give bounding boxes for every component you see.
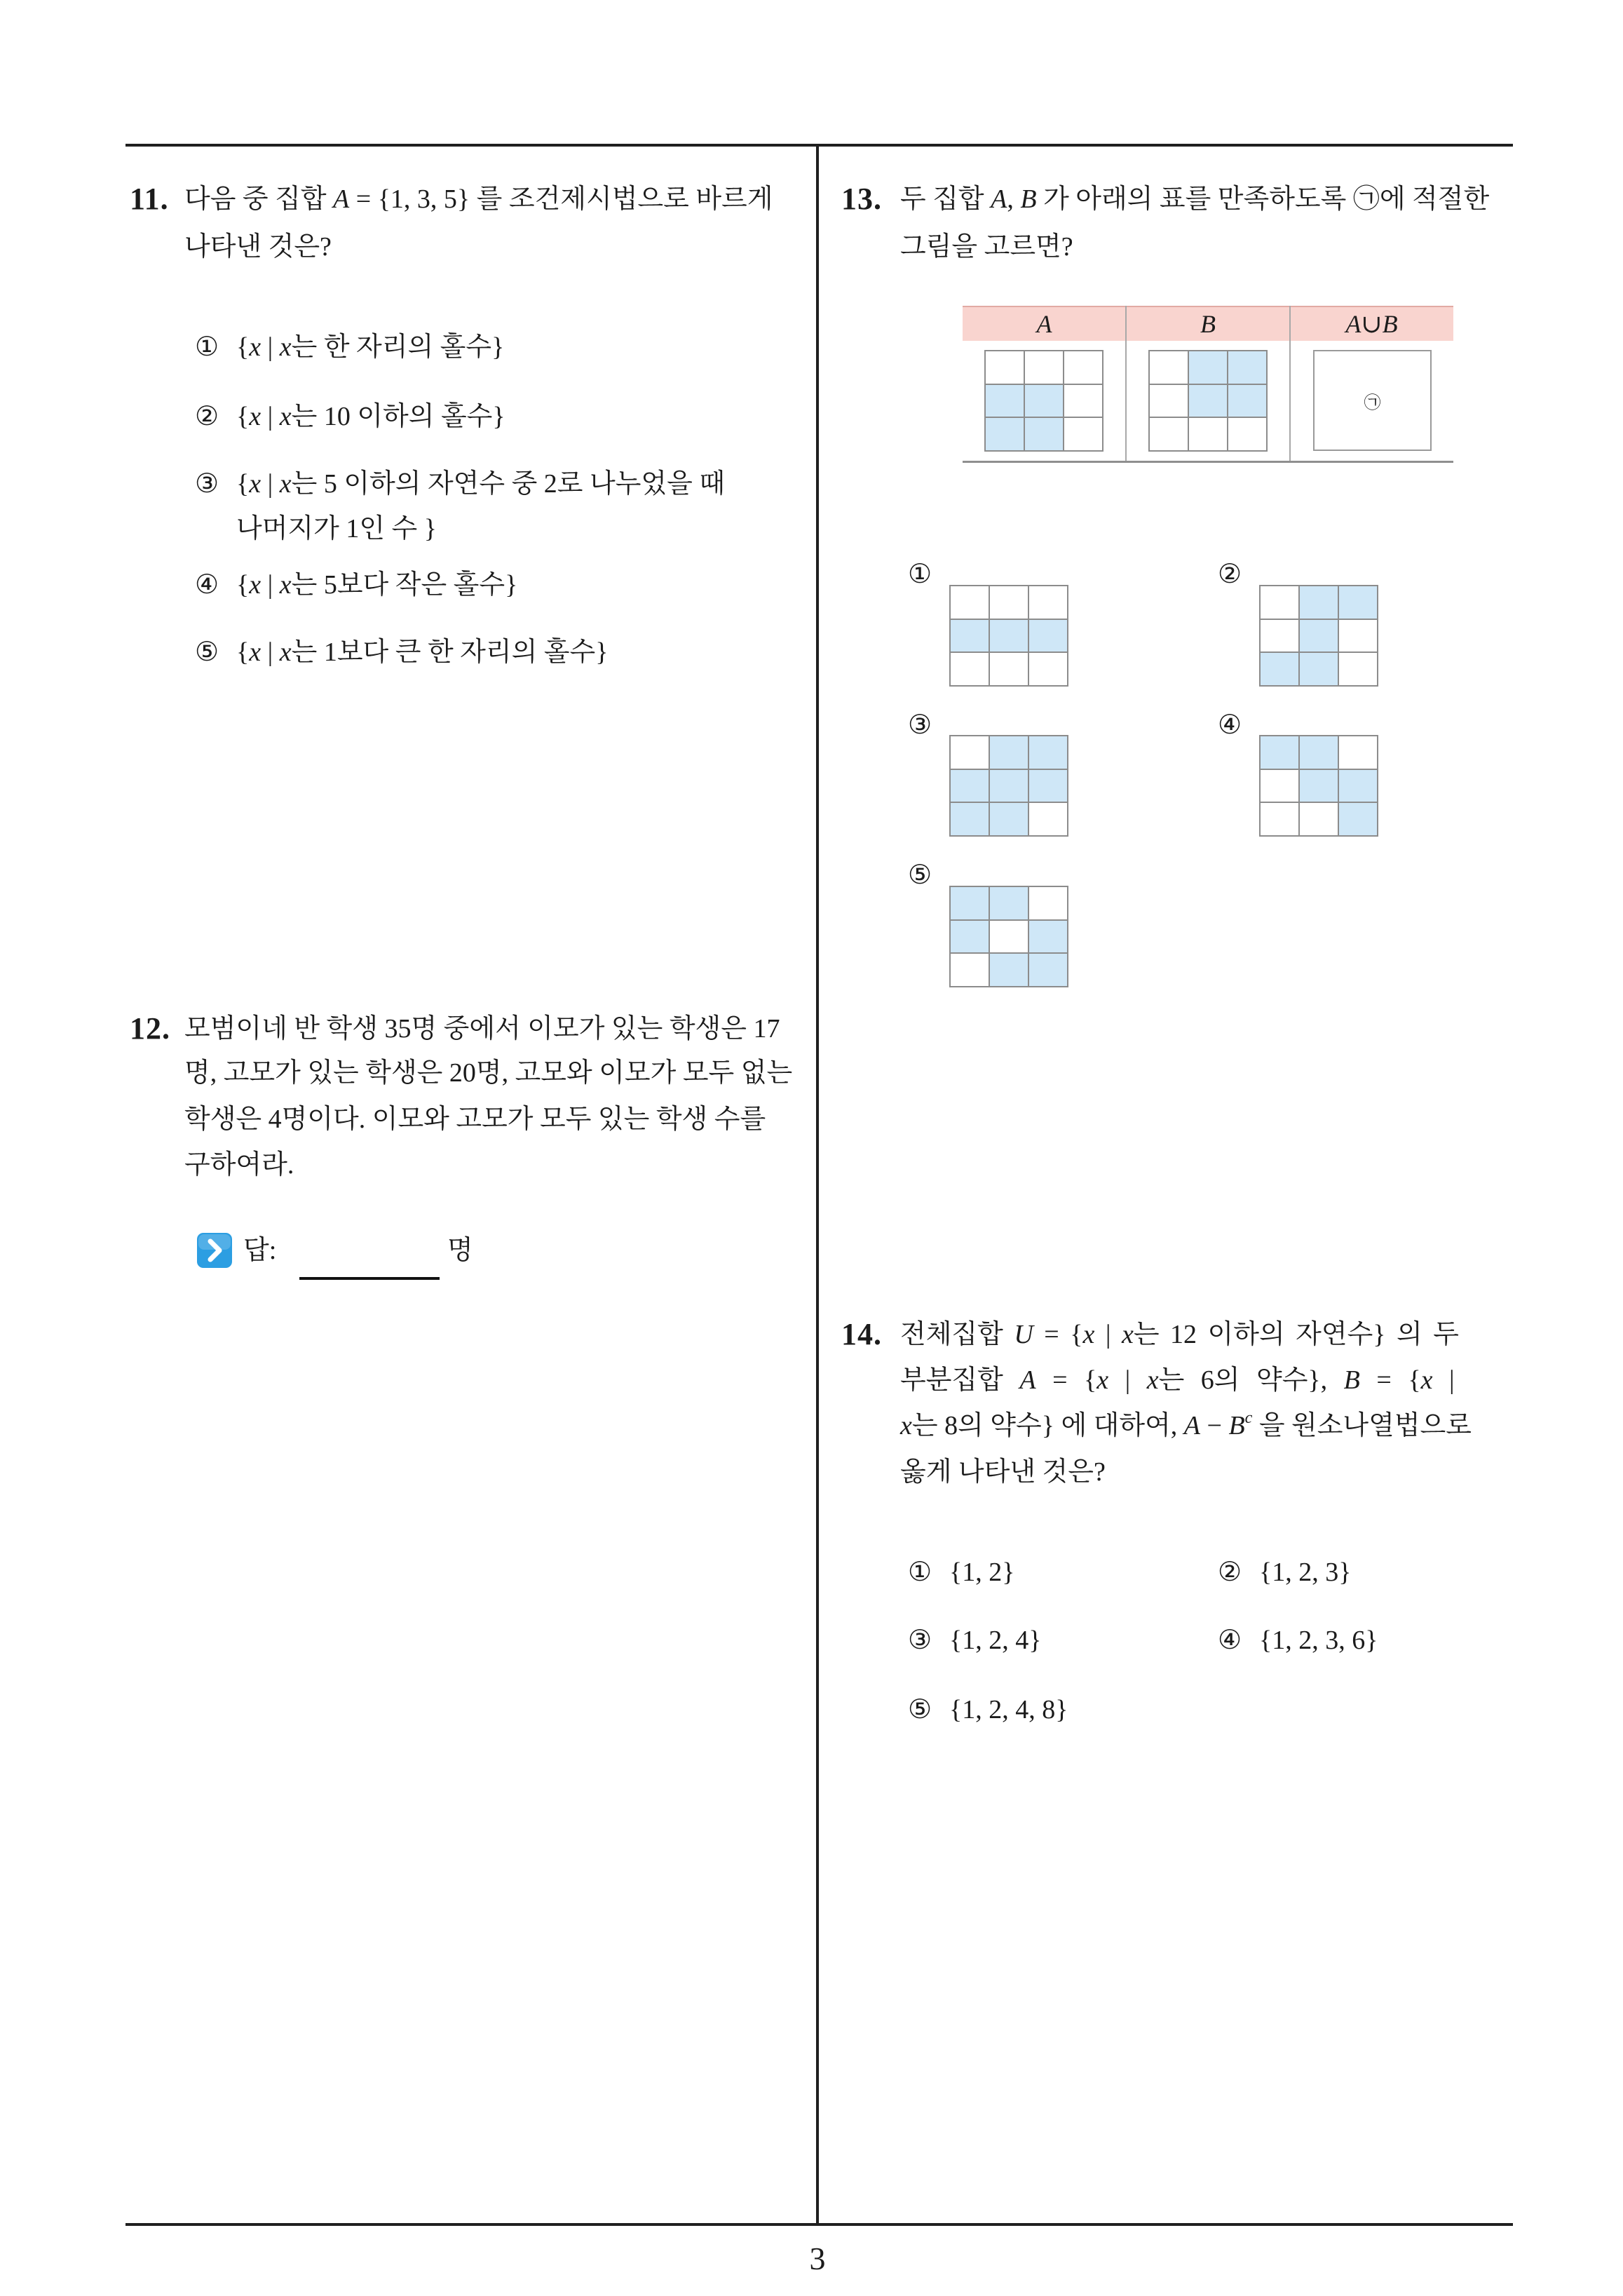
math-var: B: [1020, 184, 1037, 214]
math-var: x: [1096, 1365, 1109, 1395]
option-label: ①: [195, 332, 219, 362]
stem-text: 부분집합: [900, 1365, 1020, 1395]
math-var: x: [279, 332, 292, 362]
math-var: x: [249, 402, 262, 431]
q14-option-3: [908, 1618, 1041, 1663]
union-blank-box: [1313, 350, 1432, 451]
grid-cell: [1025, 351, 1064, 385]
grid-cell: [1150, 351, 1189, 385]
option-text: 는 1보다 큰 한 자리의 홀수}: [291, 637, 609, 667]
q14-option-4: [1218, 1618, 1378, 1663]
q14-option-1: [908, 1550, 1014, 1595]
grid-cell-shaded: [990, 620, 1029, 654]
grid-cell: [1339, 653, 1378, 687]
math-var: A: [991, 184, 1007, 214]
q11-option-5: [195, 630, 608, 675]
grid-cell: [1064, 418, 1103, 452]
math-var: A: [333, 184, 350, 214]
stem-text: = {: [1035, 1365, 1097, 1395]
math-var: B: [1228, 1411, 1245, 1440]
option-label: ③: [195, 469, 219, 499]
answer-marker: [196, 1232, 233, 1269]
grid-cell-shaded: [1025, 418, 1064, 452]
grid-cell-shaded: [1189, 385, 1228, 419]
option-text: 는 5보다 작은 홀수}: [291, 570, 518, 600]
stem-text: 전체집합: [900, 1320, 1014, 1349]
q11-stem-line: [184, 177, 773, 222]
page-number: 3: [809, 2241, 826, 2276]
grid-cell-shaded: [990, 887, 1029, 921]
stem-text: 다음 중 집합: [184, 184, 334, 214]
stem-text: = {1, 3, 5} 를 조건제시법으로 바르게: [349, 184, 773, 214]
math-var: x: [1082, 1320, 1095, 1349]
option-label: ③: [908, 1626, 932, 1655]
grid-cell-shaded: [1300, 736, 1339, 770]
option-text: |: [261, 402, 280, 431]
complement-superscript: c: [1244, 1409, 1253, 1427]
option-label: ⑤: [908, 1695, 932, 1724]
grid-cell-shaded: [1300, 586, 1339, 620]
math-var: A: [1183, 1411, 1200, 1440]
q13-number: 13.: [841, 182, 882, 216]
grid-cell: [1029, 653, 1068, 687]
grid-cell-shaded: [951, 803, 990, 837]
option-text: |: [261, 570, 280, 600]
math-var: x: [249, 332, 262, 362]
stem-text: 두 집합: [900, 184, 991, 214]
grid-cell-shaded: [1339, 586, 1378, 620]
grid-cell-shaded: [1300, 770, 1339, 804]
grid-cell: [1029, 803, 1068, 837]
stem-text: = {: [1359, 1365, 1421, 1395]
grid-cell: [1339, 620, 1378, 654]
grid-cell-shaded: [1029, 736, 1068, 770]
option-text: {1, 2, 4}: [949, 1626, 1042, 1655]
option-text: {: [236, 637, 250, 667]
option-label: ④: [195, 570, 219, 600]
stem-text: −: [1200, 1411, 1229, 1440]
math-var: x: [1420, 1365, 1433, 1395]
column-divider: [816, 144, 819, 2226]
q12-stem-line: 구하여라.: [184, 1150, 294, 1180]
q12-stem-line: 학생은 4명이다. 이모와 고모가 모두 있는 학생 수를: [184, 1105, 766, 1134]
q13-option-1-label: ①: [908, 560, 932, 589]
q14-number: 14.: [841, 1317, 882, 1351]
stem-text: 가 아래의 표를 만족하도록 ㉠에 적절한: [1036, 184, 1490, 214]
math-var: x: [249, 570, 262, 600]
q13-stem-line: [900, 224, 1073, 269]
q11-option-3: [195, 461, 725, 506]
q13-option-5-label: ⑤: [908, 860, 932, 890]
stem-text: 는 6의 약수},: [1158, 1365, 1344, 1395]
q14-stem-line: [900, 1312, 1459, 1357]
grid-cell: [1261, 803, 1300, 837]
grid-cell-shaded: [951, 770, 990, 804]
grid-cell: [1261, 770, 1300, 804]
table-column-divider: [1125, 306, 1127, 462]
math-var: B: [1343, 1365, 1360, 1395]
header-a: A: [1036, 310, 1052, 338]
grid-cell: [951, 653, 990, 687]
option-text: {1, 2}: [949, 1558, 1015, 1587]
stem-text: ,: [1007, 184, 1021, 214]
q11-number: 11.: [130, 182, 169, 216]
grid-cell-shaded: [1339, 770, 1378, 804]
option-text: {1, 2, 4, 8}: [949, 1695, 1068, 1724]
grid-cell-shaded: [951, 887, 990, 921]
grid-cell: [951, 954, 990, 987]
math-var: A: [1019, 1365, 1036, 1395]
answer-blank: [299, 1277, 440, 1280]
grid-cell-shaded: [951, 620, 990, 654]
grid-cell-shaded: [1261, 736, 1300, 770]
grid-cell-shaded: [1300, 653, 1339, 687]
grid-cell: [1150, 418, 1189, 452]
grid-cell-shaded: [1339, 803, 1378, 837]
q13-option-2-label: ②: [1218, 560, 1242, 589]
q13-stem-line: [900, 177, 1489, 222]
grid-cell: [1261, 586, 1300, 620]
table-column-divider: [1289, 306, 1291, 462]
math-var: x: [1146, 1365, 1159, 1395]
math-var: x: [279, 637, 292, 667]
q14-stem-line: [900, 1450, 1106, 1494]
grid-cell-shaded: [986, 385, 1025, 419]
option-text: 는 5 이하의 자연수 중 2로 나누었을 때: [291, 469, 726, 499]
math-var: x: [900, 1411, 912, 1440]
grid-cell-shaded: [1025, 385, 1064, 419]
q13-option-3-grid: [949, 735, 1068, 837]
math-var: x: [279, 469, 292, 499]
q11-stem-line: [184, 224, 332, 269]
grid-cell: [1150, 385, 1189, 419]
q14-option-5: [908, 1687, 1068, 1732]
math-var: x: [279, 570, 292, 600]
math-var: x: [279, 402, 292, 431]
grid-cell: [990, 921, 1029, 954]
option-text: {: [236, 570, 250, 600]
grid-cell: [1228, 418, 1268, 452]
q14-option-2: [1218, 1550, 1351, 1595]
grid-cell: [1300, 803, 1339, 837]
grid-cell-shaded: [1228, 385, 1268, 419]
option-text: 는 한 자리의 홀수}: [291, 332, 505, 362]
option-text: |: [261, 469, 280, 499]
stem-text: 나타낸 것은?: [184, 232, 332, 262]
q12-number: 12.: [130, 1011, 170, 1046]
grid-cell-shaded: [986, 418, 1025, 452]
grid-cell: [990, 653, 1029, 687]
q14-stem-line: [900, 1403, 1472, 1448]
q13-option-4-grid: [1259, 735, 1378, 837]
option-text: {: [236, 332, 250, 362]
stem-text: = {: [1033, 1320, 1083, 1349]
stem-text: 옳게 나타낸 것은?: [900, 1457, 1106, 1487]
grid-cell-shaded: [1029, 620, 1068, 654]
grid-cell: [1189, 418, 1228, 452]
q13-option-1-grid: [949, 585, 1068, 687]
option-label: ④: [1218, 1626, 1242, 1655]
option-label: ①: [908, 1558, 932, 1587]
option-text: {: [236, 469, 250, 499]
option-text: |: [261, 332, 280, 362]
grid-cell-shaded: [990, 954, 1029, 987]
q11-option-4: [195, 562, 517, 607]
grid-cell-shaded: [990, 803, 1029, 837]
answer-unit: 명: [447, 1236, 473, 1265]
q13-option-3-label: ③: [908, 710, 932, 740]
stem-text: |: [1432, 1365, 1455, 1395]
q11-option-1: [195, 325, 504, 370]
top-rule: [125, 144, 1513, 147]
option-label: ⑤: [195, 637, 219, 667]
table-header-row: [963, 306, 1453, 341]
header-b: B: [1200, 310, 1216, 338]
header-union: A∪B: [1345, 310, 1398, 338]
grid-cell-shaded: [1029, 954, 1068, 987]
math-var: x: [1121, 1320, 1134, 1349]
grid-cell: [990, 586, 1029, 620]
grid-cell-shaded: [1029, 921, 1068, 954]
q11-option-3-continued: 나머지가 1인 수 }: [236, 514, 437, 543]
table-bottom-rule: [963, 461, 1453, 463]
grid-cell-shaded: [1029, 770, 1068, 804]
option-label: ②: [195, 402, 219, 431]
grid-cell-shaded: [951, 921, 990, 954]
stem-text: |: [1094, 1320, 1122, 1349]
option-text: 는 10 이하의 홀수}: [291, 402, 505, 431]
grid-cell: [1261, 620, 1300, 654]
math-var: x: [249, 637, 262, 667]
grid-cell: [1339, 736, 1378, 770]
grid-cell: [1029, 887, 1068, 921]
chevron-right-icon: [196, 1232, 233, 1269]
union-marker: ㉠: [1364, 393, 1381, 412]
grid-cell-shaded: [990, 770, 1029, 804]
q11-option-2: [195, 394, 505, 439]
option-text: {: [236, 402, 250, 431]
stem-text: 그림을 고르면?: [900, 232, 1073, 262]
grid-cell-shaded: [990, 736, 1029, 770]
option-text: {1, 2, 3, 6}: [1259, 1626, 1378, 1655]
grid-cell: [1064, 351, 1103, 385]
option-text: {1, 2, 3}: [1259, 1558, 1352, 1587]
grid-cell-shaded: [1189, 351, 1228, 385]
q13-option-5-grid: [949, 886, 1068, 987]
math-var: x: [249, 469, 262, 499]
grid-cell-shaded: [1228, 351, 1268, 385]
q12-stem-line: 모범이네 반 학생 35명 중에서 이모가 있는 학생은 17: [184, 1014, 780, 1044]
grid-cell: [1029, 586, 1068, 620]
q13-option-4-label: ④: [1218, 710, 1242, 740]
stem-text: 을 원소나열법으로: [1252, 1411, 1472, 1440]
grid-cell: [1064, 385, 1103, 419]
grid-cell-shaded: [1300, 620, 1339, 654]
stem-text: 는 8의 약수} 에 대하여,: [911, 1411, 1184, 1440]
stem-text: 는 12 이하의 자연수} 의 두: [1133, 1320, 1459, 1349]
option-label: ②: [1218, 1558, 1242, 1587]
q13-option-2-grid: [1259, 585, 1378, 687]
stem-text: |: [1108, 1365, 1147, 1395]
grid-cell: [951, 736, 990, 770]
math-var: U: [1014, 1320, 1033, 1349]
bottom-rule: [125, 2223, 1513, 2226]
grid-cell-shaded: [1261, 653, 1300, 687]
grid-cell: [986, 351, 1025, 385]
grid-cell: [951, 586, 990, 620]
answer-label: 답:: [243, 1236, 277, 1265]
set-b-grid: [1148, 350, 1268, 452]
set-a-grid: [984, 350, 1103, 452]
q12-stem-line: 명, 고모가 있는 학생은 20명, 고모와 이모가 모두 없는: [184, 1058, 793, 1088]
q14-stem-line: [900, 1358, 1455, 1403]
option-text: |: [261, 637, 280, 667]
